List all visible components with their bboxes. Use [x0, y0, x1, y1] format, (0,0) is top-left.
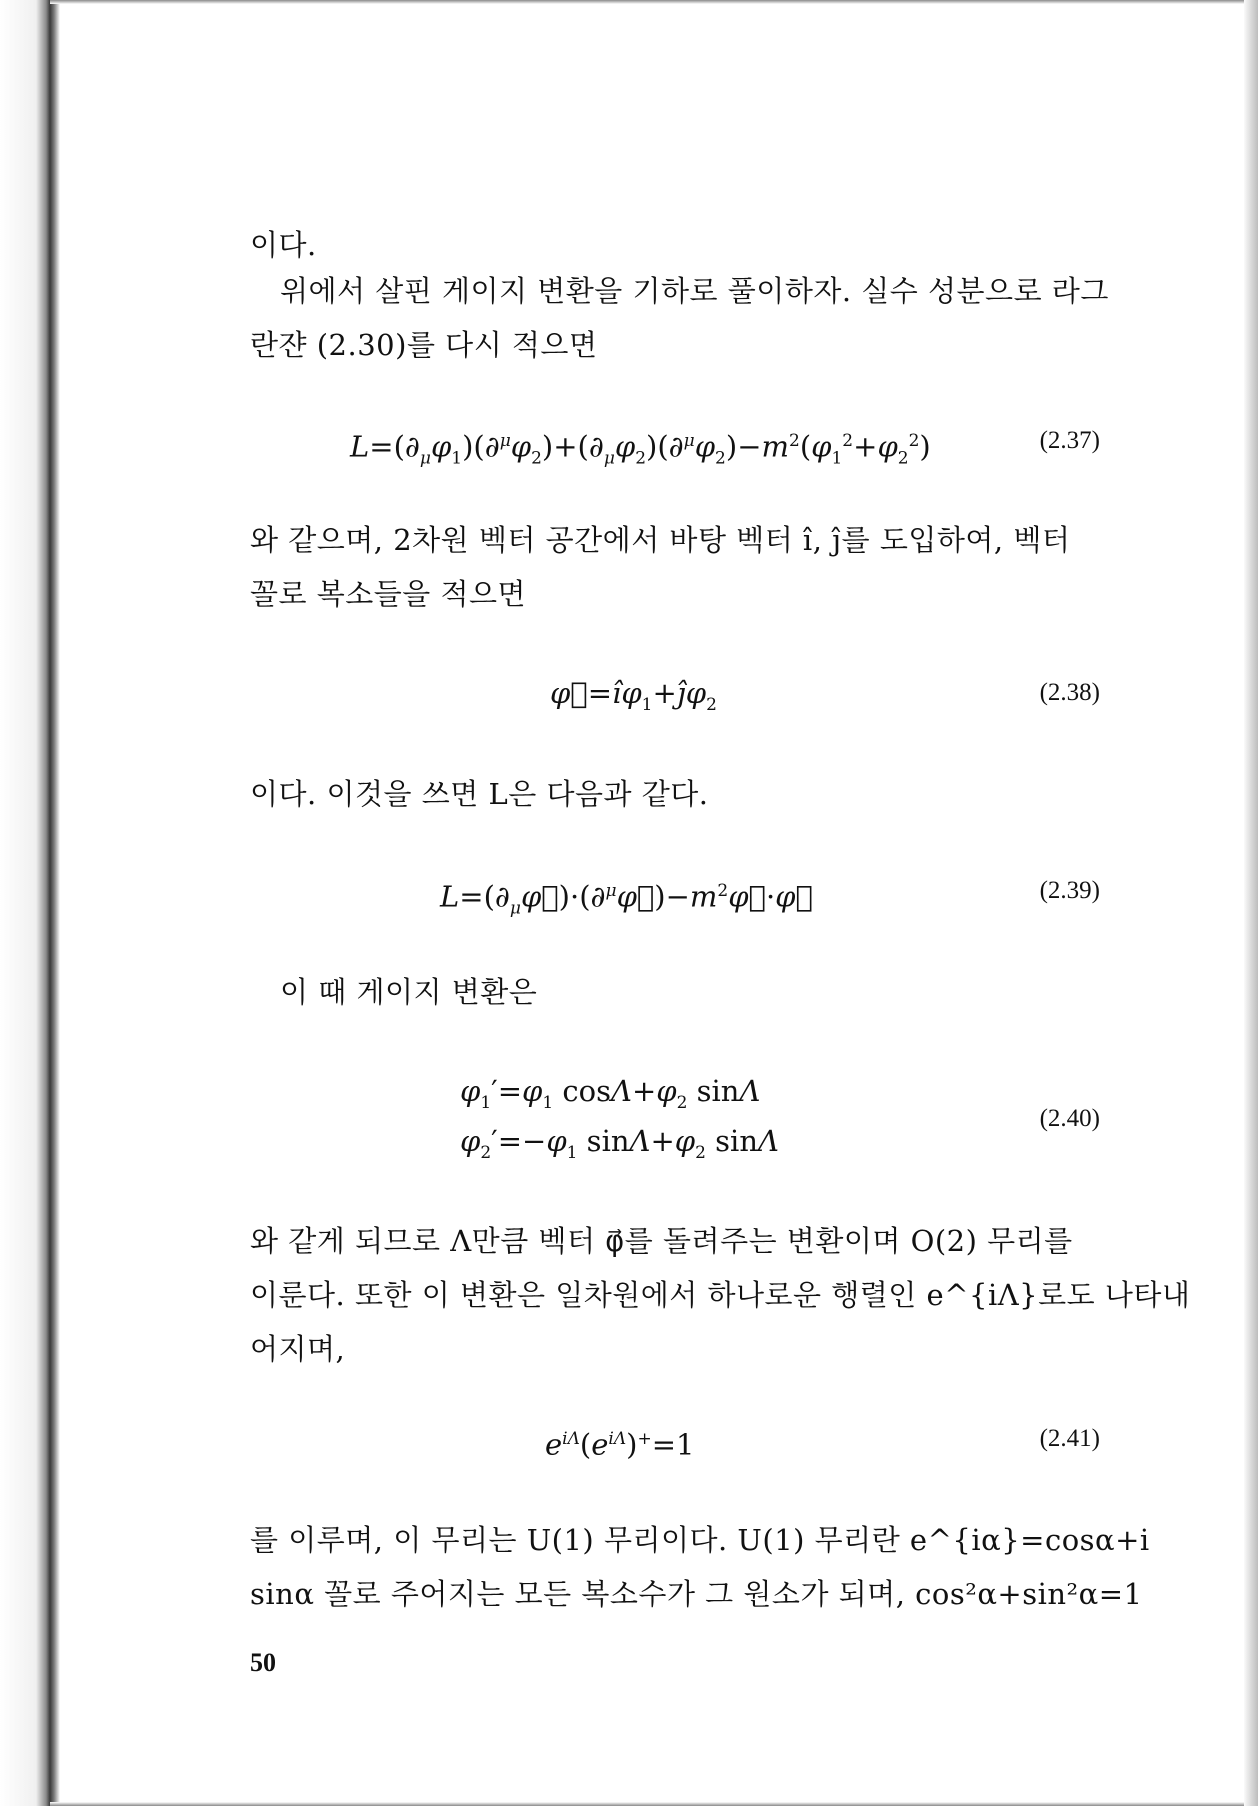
equation-2-37 — [250, 416, 1100, 469]
book-binding-shadow — [0, 0, 62, 1806]
text-line: 꼴로 복소들을 적으면 — [250, 577, 527, 611]
text-line: 란쟌 (2.30)를 다시 적으면 — [250, 328, 598, 362]
paragraph — [250, 965, 1100, 1019]
equation-2-40 — [250, 1066, 1100, 1176]
text-line: 이 때 게이지 변환은 — [280, 975, 538, 1009]
page-edge-right — [1244, 0, 1258, 1806]
text-line: 위에서 살핀 게이지 변환을 기하로 풀이하자. 실수 성분으로 라그 — [280, 274, 1109, 308]
equation-2-38 — [250, 668, 1100, 718]
text-line: 어지며, — [250, 1332, 346, 1366]
equation-number: (2.38) — [1039, 679, 1100, 706]
page-number: 50 — [250, 1648, 276, 1677]
equation-row: $\varphi_1'=\varphi_1$ $\cos\Lambda+\varphi_2$ sinΛ — [460, 1074, 761, 1113]
equation-number: (2.39) — [1039, 877, 1100, 904]
equation-number: (2.37) — [1039, 427, 1100, 454]
equation-expression: $\varphi⃗=î\varphi_1+ĵ\varphi_2$ — [550, 676, 717, 715]
text-line: sinα 꼴로 주어지는 모든 복소수가 그 원소가 되며, cos²α+sin²α=1 — [250, 1577, 1143, 1611]
equation-expression: $L=(\partial_\mu\varphi_1)(\partial^\mu\varphi_2)+(\partial_\mu\varphi_2)(\partial^\mu\varphi_2)-m^2(\varphi_1^2+\varphi_2^2)$ — [350, 429, 931, 469]
text-line: 이다. 이것을 쓰면 L은 다음과 같다. — [250, 777, 709, 811]
text-line: 이룬다. 또한 이 변환은 일차원에서 하나로운 행렬인 e^{iΛ}로도 나타내 — [250, 1278, 1191, 1312]
equation-2-39 — [250, 866, 1100, 919]
text-line: 를 이루며, 이 무리는 U(1) 무리이다. U(1) 무리란 e^{iα}=cosα+i — [250, 1523, 1150, 1557]
paragraph — [250, 1214, 1191, 1376]
equation-2-41 — [250, 1414, 1100, 1464]
text-line: 이다. — [250, 228, 317, 262]
equation-number: (2.41) — [1039, 1425, 1100, 1452]
paragraph — [250, 264, 1109, 372]
equation-expression: $L=(\partial_\mu\varphi⃗)\cdot(\partial^\mu\varphi⃗)-m^2\varphi⃗\cdot\varphi⃗$ — [440, 879, 813, 919]
equation-expression: $e^{i\Lambda}(e^{i\Lambda})^+=1$ — [545, 1427, 695, 1462]
text-line: 와 같게 되므로 Λ만큼 벡터 φ⃗를 돌려주는 변환이며 O(2) 무리를 — [250, 1224, 1073, 1258]
paragraph — [250, 1513, 1150, 1621]
text-line: 와 같으며, 2차원 벡터 공간에서 바탕 벡터 î, ĵ를 도입하여, 벡터 — [250, 523, 1071, 557]
paragraph — [250, 767, 1100, 821]
paragraph — [250, 513, 1100, 621]
page-content — [250, 0, 1191, 1806]
equation-number: (2.40) — [1039, 1105, 1100, 1132]
equation-row: $\varphi_2'=-\varphi_1$ $\sin\Lambda+\varphi_2$ sinΛ — [460, 1124, 779, 1163]
